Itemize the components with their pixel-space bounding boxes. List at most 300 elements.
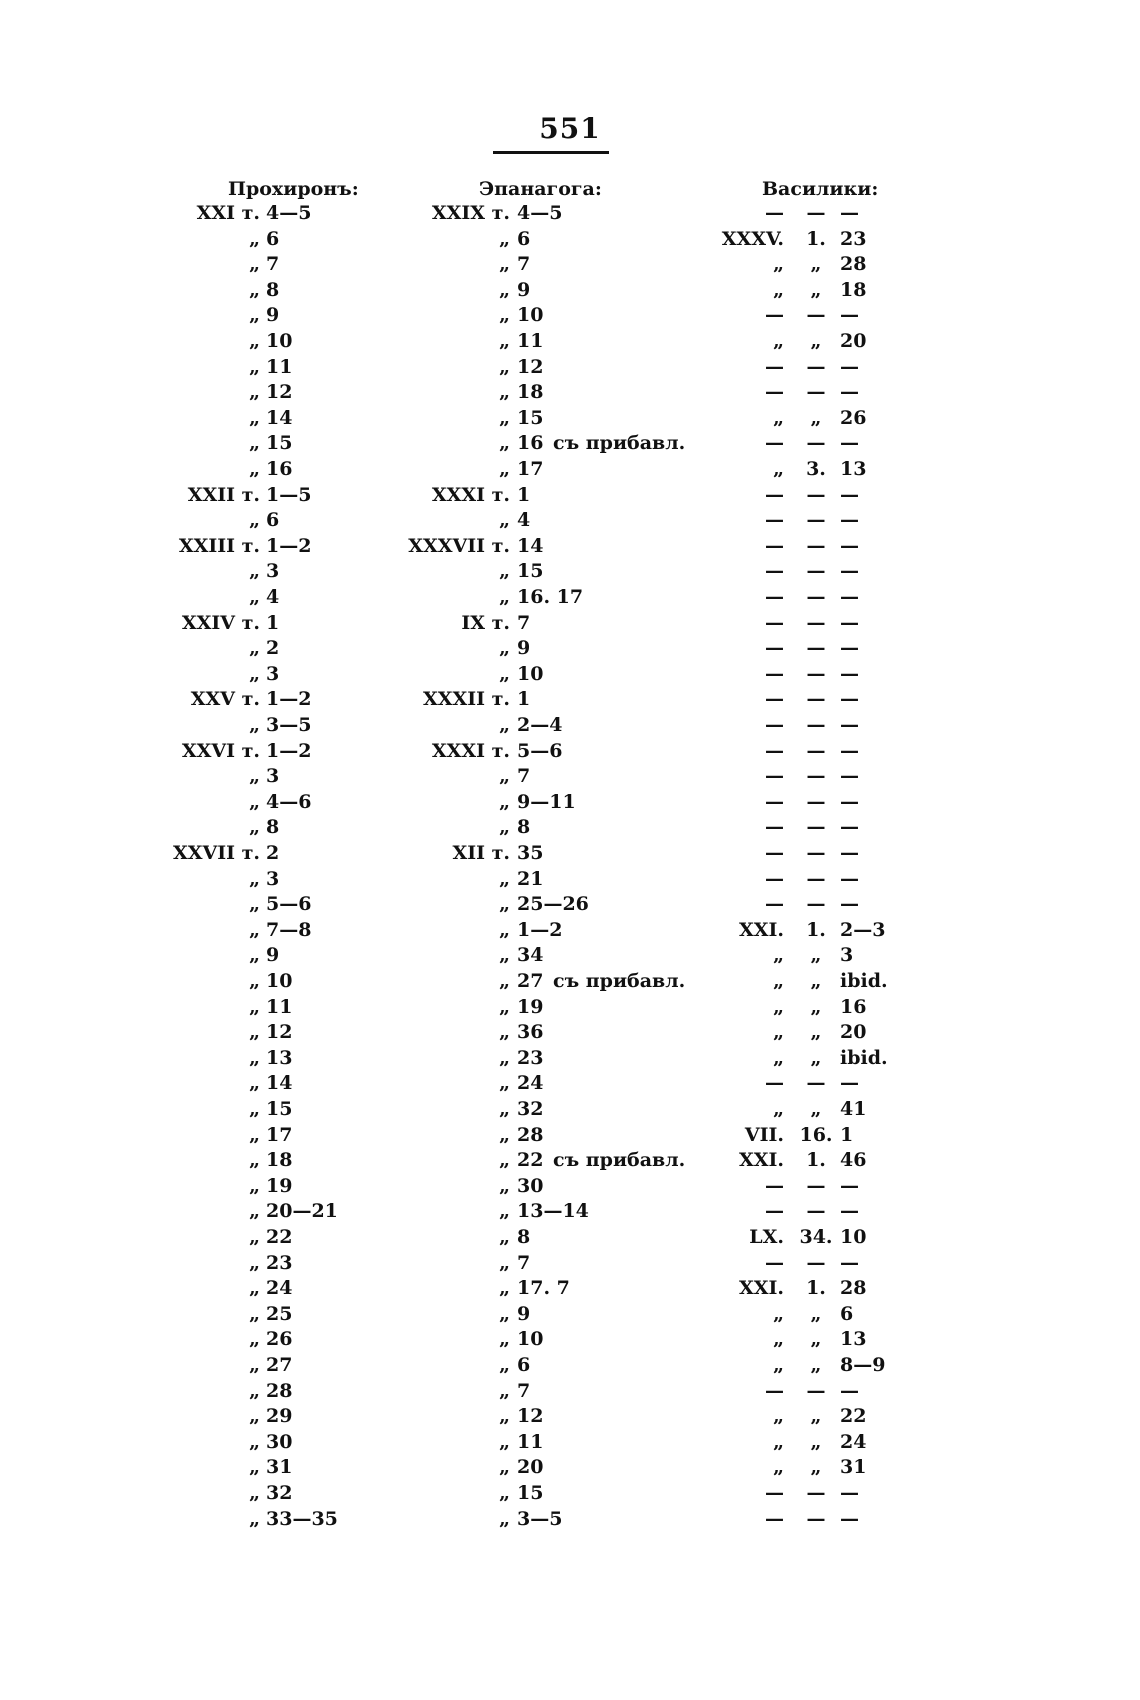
prochiron-number: 1—5 [266,483,312,506]
basilika-section: 46 [840,1149,867,1172]
prochiron-title: XXIV т. [181,611,260,634]
basilika-section: — [840,816,859,839]
basilika-title: — [765,1072,784,1095]
basilika-section: — [840,765,859,788]
basilika-chapter: — [806,483,826,506]
basilika-title: — [765,893,784,916]
basilika-section: — [840,1174,859,1197]
epanagoge-number: 5—6 [517,739,563,762]
basilika-section: — [840,560,859,583]
prochiron-title: „ [249,867,260,890]
basilika-chapter: „ [810,1302,822,1325]
epanagoge-title: „ [499,765,510,788]
basilika-title: — [765,714,784,736]
basilika-section: 3 [840,944,854,967]
epanagoge-number: 9 [517,637,531,660]
prochiron-number: 10 [266,330,293,352]
basilika-chapter: — [806,637,826,660]
basilika-section: 28 [840,1277,867,1300]
basilika-chapter: 34. [799,1226,833,1248]
prochiron-number: 20—21 [266,1200,338,1223]
epanagoge-title: „ [499,1226,510,1248]
basilika-title: „ [773,278,784,301]
basilika-section: — [840,1200,859,1223]
column-header-epanagoge: Эпанагога: [479,178,602,200]
basilika-title: „ [773,1354,784,1376]
basilika-chapter: — [806,790,826,813]
epanagoge-number: 24 [517,1072,544,1095]
basilika-section: 16 [840,995,867,1018]
epanagoge-title: „ [499,1354,510,1376]
epanagoge-number: 12 [517,1405,544,1428]
prochiron-number: 17 [266,1123,293,1146]
epanagoge-number: 36 [517,1021,544,1044]
basilika-title: — [765,432,784,455]
basilika-section: 18 [840,278,867,301]
basilika-title: „ [773,1302,784,1325]
prochiron-number: 10 [266,970,293,992]
prochiron-number: 18 [266,1149,293,1172]
page-number: 551 [539,112,601,145]
epanagoge-number: 6 [517,227,531,250]
epanagoge-title: „ [499,637,510,660]
basilika-title: „ [773,406,784,429]
basilika-section: 28 [840,253,867,276]
epanagoge-number: 17 [517,458,544,480]
prochiron-title: „ [249,1098,260,1120]
basilika-title: — [765,790,784,813]
epanagoge-number: 7 [517,253,531,276]
epanagoge-note [553,995,673,1020]
basilika-section: — [840,304,859,327]
prochiron-number: 6 [266,227,280,250]
basilika-chapter: — [806,1482,826,1504]
prochiron-number: 6 [266,509,280,532]
basilika-chapter: — [806,560,826,583]
prochiron-number: 33—35 [266,1507,338,1530]
epanagoge-number: 28 [517,1123,544,1146]
epanagoge-number: 12 [517,355,544,378]
prochiron-number: 15 [266,1098,293,1120]
epanagoge-title: „ [499,1456,510,1479]
epanagoge-number: 7 [517,1251,531,1274]
epanagoge-title: „ [499,1046,510,1069]
basilika-section: — [840,714,859,736]
basilika-section: — [840,432,859,455]
prochiron-title: „ [249,1251,260,1274]
prochiron-title: XXV т. [190,688,260,711]
epanagoge-number: 1 [517,688,531,711]
epanagoge-number: 9 [517,1302,531,1325]
basilika-title: VII. [744,1123,784,1146]
basilika-title: — [765,662,784,685]
prochiron-title: XXI т. [196,202,260,224]
prochiron-title: „ [249,330,260,352]
epanagoge-title: „ [499,227,510,250]
basilika-chapter: — [806,1507,826,1530]
column-header-basilika: Василики: [762,178,879,200]
prochiron-number: 11 [266,995,293,1018]
prochiron-number: 24 [266,1277,293,1300]
prochiron-number: 4—6 [266,790,312,813]
epanagoge-title: „ [499,1302,510,1325]
epanagoge-number: 14 [517,534,544,557]
epanagoge-note [553,687,673,712]
prochiron-number: 32 [266,1482,293,1504]
basilika-chapter: 1. [806,918,826,941]
epanagoge-title: XXXII т. [422,688,510,711]
prochiron-title: „ [249,1456,260,1479]
basilika-chapter: — [806,586,826,608]
basilika-section: 20 [840,330,867,352]
epanagoge-note [553,1302,673,1327]
epanagoge-title: „ [499,1379,510,1402]
epanagoge-note [553,252,673,277]
epanagoge-note [553,1430,673,1455]
basilika-chapter: — [806,688,826,711]
epanagoge-note [553,483,673,508]
basilika-section: — [840,1507,859,1530]
basilika-section: — [840,1072,859,1095]
epanagoge-note [553,662,673,687]
prochiron-title: „ [249,637,260,660]
epanagoge-note [553,457,673,482]
epanagoge-note [553,1379,673,1404]
epanagoge-note [553,1174,673,1199]
basilika-section: — [840,483,859,506]
epanagoge-note [553,1123,673,1148]
epanagoge-note [561,201,681,226]
epanagoge-note [585,1276,705,1301]
prochiron-number: 4 [266,586,280,608]
prochiron-title: XXVII т. [172,842,260,864]
basilika-section: 22 [840,1405,867,1428]
epanagoge-title: „ [499,995,510,1018]
basilika-title: LX. [749,1226,784,1248]
basilika-section: 10 [840,1226,867,1248]
epanagoge-number: 6 [517,1354,531,1376]
epanagoge-title: „ [499,1430,510,1453]
epanagoge-number: 27 [517,970,544,992]
prochiron-number: 29 [266,1405,293,1428]
basilika-chapter: — [806,662,826,685]
basilika-title: — [765,1251,784,1274]
epanagoge-number: 1—2 [517,918,563,941]
basilika-section: 13 [840,1328,867,1351]
prochiron-title: „ [249,1507,260,1530]
basilika-title: — [765,381,784,404]
epanagoge-note [553,815,673,840]
prochiron-number: 7—8 [266,918,312,941]
basilika-title: — [765,688,784,711]
prochiron-title: „ [249,1226,260,1248]
basilika-chapter: — [806,355,826,378]
basilika-title: „ [773,1430,784,1453]
epanagoge-number: 15 [517,1482,544,1504]
epanagoge-number: 9—11 [517,790,576,813]
epanagoge-note [561,918,681,943]
basilika-chapter: 1. [806,227,826,250]
epanagoge-note [561,713,681,738]
prochiron-number: 3 [266,560,280,583]
epanagoge-note [553,278,673,303]
basilika-title: „ [773,1405,784,1428]
prochiron-number: 30 [266,1430,293,1453]
prochiron-title: „ [249,995,260,1018]
basilika-title: „ [773,330,784,352]
prochiron-title: „ [249,381,260,404]
epanagoge-number: 32 [517,1098,544,1120]
basilika-title: XXI. [739,918,784,941]
epanagoge-title: XXXVII т. [408,534,510,557]
epanagoge-note [597,585,717,610]
basilika-chapter: — [806,1251,826,1274]
basilika-title: XXI. [739,1277,784,1300]
epanagoge-note [553,1071,673,1096]
prochiron-title: „ [249,304,260,327]
prochiron-title: „ [249,406,260,429]
basilika-title: „ [773,253,784,276]
epanagoge-number: 20 [517,1456,544,1479]
prochiron-title: „ [249,893,260,916]
epanagoge-number: 13—14 [517,1200,589,1223]
epanagoge-number: 7 [517,611,531,634]
basilika-title: — [765,1507,784,1530]
basilika-chapter: „ [810,995,822,1018]
basilika-chapter: — [806,534,826,557]
prochiron-title: XXII т. [187,483,260,506]
prochiron-title: „ [249,970,260,992]
epanagoge-note [553,1251,673,1276]
prochiron-number: 1—2 [266,739,312,762]
epanagoge-number: 8 [517,1226,531,1248]
epanagoge-title: „ [499,1507,510,1530]
basilika-title: — [765,739,784,762]
basilika-title: — [765,509,784,532]
prochiron-number: 22 [266,1226,293,1248]
basilika-chapter: „ [810,1354,822,1376]
prochiron-title: XXVI т. [181,739,260,762]
basilika-chapter: „ [810,1430,822,1453]
prochiron-number: 25 [266,1302,293,1325]
epanagoge-number: 11 [517,1430,544,1453]
basilika-section: — [840,1482,859,1504]
prochiron-number: 8 [266,278,280,301]
prochiron-number: 16 [266,458,293,480]
prochiron-title: „ [249,1328,260,1351]
epanagoge-note [553,1225,673,1250]
epanagoge-note [553,1455,673,1480]
basilika-title: — [765,1379,784,1402]
basilika-section: — [840,381,859,404]
prochiron-number: 7 [266,253,280,276]
basilika-section: ibid. [840,970,888,992]
basilika-chapter: — [806,765,826,788]
basilika-title: „ [773,1046,784,1069]
epanagoge-number: 25—26 [517,893,589,916]
epanagoge-note [553,867,673,892]
prochiron-title: „ [249,1277,260,1300]
basilika-title: „ [773,458,784,480]
epanagoge-number: 1 [517,483,531,506]
basilika-title: — [765,586,784,608]
epanagoge-number: 34 [517,944,544,967]
epanagoge-title: „ [499,1251,510,1274]
epanagoge-title: „ [499,253,510,276]
prochiron-title: „ [249,1072,260,1095]
prochiron-number: 2 [266,637,280,660]
epanagoge-number: 22 [517,1149,544,1172]
epanagoge-title: XXXI т. [431,739,510,762]
basilika-chapter: „ [810,1456,822,1479]
basilika-title: — [765,842,784,864]
prochiron-number: 26 [266,1328,293,1351]
basilika-title: — [765,816,784,839]
epanagoge-title: „ [499,406,510,429]
basilika-title: — [765,637,784,660]
prochiron-title: „ [249,1430,260,1453]
basilika-chapter: „ [810,406,822,429]
prochiron-title: „ [249,816,260,839]
basilika-section: — [840,688,859,711]
epanagoge-title: „ [499,1482,510,1504]
epanagoge-number: 23 [517,1046,544,1069]
basilika-chapter: „ [810,1098,822,1120]
basilika-title: „ [773,1098,784,1120]
basilika-chapter: „ [810,970,822,992]
epanagoge-number: 18 [517,381,544,404]
epanagoge-title: „ [499,790,510,813]
basilika-chapter: 16. [799,1123,833,1146]
prochiron-number: 9 [266,304,280,327]
prochiron-number: 5—6 [266,893,312,916]
prochiron-title: „ [249,1123,260,1146]
epanagoge-note [553,227,673,252]
epanagoge-note [553,611,673,636]
basilika-chapter: „ [810,278,822,301]
epanagoge-number: 15 [517,560,544,583]
basilika-section: 2—3 [840,918,886,941]
basilika-section: — [840,1379,859,1402]
prochiron-title: „ [249,560,260,583]
epanagoge-title: „ [499,867,510,890]
epanagoge-title: XII т. [452,842,510,864]
basilika-chapter: „ [810,944,822,967]
basilika-section: — [840,202,859,224]
basilika-chapter: — [806,816,826,839]
basilika-title: — [765,355,784,378]
prochiron-number: 19 [266,1174,293,1197]
basilika-title: XXI. [739,1149,784,1172]
epanagoge-title: „ [499,944,510,967]
prochiron-number: 1 [266,611,280,634]
epanagoge-note [553,355,673,380]
epanagoge-note: съ прибавл. [553,1149,686,1172]
epanagoge-title: „ [499,458,510,480]
epanagoge-note [553,559,673,584]
prochiron-title: „ [249,1405,260,1428]
prochiron-number: 14 [266,406,293,429]
epanagoge-note [553,1097,673,1122]
epanagoge-number: 10 [517,304,544,327]
prochiron-title: „ [249,790,260,813]
basilika-section: 24 [840,1430,867,1453]
epanagoge-title: „ [499,816,510,839]
prochiron-title: „ [249,918,260,941]
epanagoge-number: 7 [517,1379,531,1402]
epanagoge-note [553,841,673,866]
epanagoge-note [553,1404,673,1429]
prochiron-number: 15 [266,432,293,455]
basilika-chapter: — [806,381,826,404]
prochiron-title: „ [249,1046,260,1069]
prochiron-number: 9 [266,944,280,967]
basilika-chapter: — [806,1200,826,1223]
epanagoge-note [553,943,673,968]
epanagoge-title: „ [499,278,510,301]
prochiron-title: „ [249,509,260,532]
epanagoge-note [553,380,673,405]
epanagoge-title: XXXI т. [431,483,510,506]
basilika-chapter: „ [810,1405,822,1428]
basilika-title: — [765,560,784,583]
basilika-section: — [840,611,859,634]
epanagoge-note [553,764,673,789]
basilika-section: 41 [840,1098,867,1120]
epanagoge-title: „ [499,1277,510,1300]
epanagoge-note [553,508,673,533]
prochiron-title: „ [249,432,260,455]
prochiron-title: „ [249,278,260,301]
basilika-chapter: — [806,1072,826,1095]
basilika-section: 1 [840,1123,854,1146]
epanagoge-title: „ [499,509,510,532]
epanagoge-title: „ [499,1072,510,1095]
basilika-title: — [765,1482,784,1504]
epanagoge-number: 30 [517,1174,544,1197]
epanagoge-note [553,406,673,431]
prochiron-title: „ [249,662,260,685]
prochiron-number: 12 [266,1021,293,1044]
epanagoge-title: XXIX т. [431,202,510,224]
prochiron-number: 3 [266,765,280,788]
epanagoge-note [553,1020,673,1045]
epanagoge-note [553,1481,673,1506]
prochiron-title: „ [249,944,260,967]
basilika-title: „ [773,944,784,967]
basilika-chapter: — [806,842,826,864]
basilika-section: 6 [840,1302,854,1325]
basilika-title: — [765,765,784,788]
epanagoge-note [553,1327,673,1352]
epanagoge-note [585,1199,705,1224]
prochiron-number: 3—5 [266,714,312,736]
prochiron-title: „ [249,1174,260,1197]
basilika-title: „ [773,995,784,1018]
basilika-section: 20 [840,1021,867,1044]
basilika-chapter: „ [810,1328,822,1351]
epanagoge-title: „ [499,330,510,352]
basilika-chapter: — [806,509,826,532]
prochiron-number: 28 [266,1379,293,1402]
basilika-chapter: — [806,893,826,916]
epanagoge-number: 4 [517,509,531,532]
basilika-section: — [840,842,859,864]
prochiron-title: „ [249,1302,260,1325]
page-number-rule [493,151,609,154]
epanagoge-title: „ [499,1149,510,1172]
prochiron-number: 1—2 [266,688,312,711]
